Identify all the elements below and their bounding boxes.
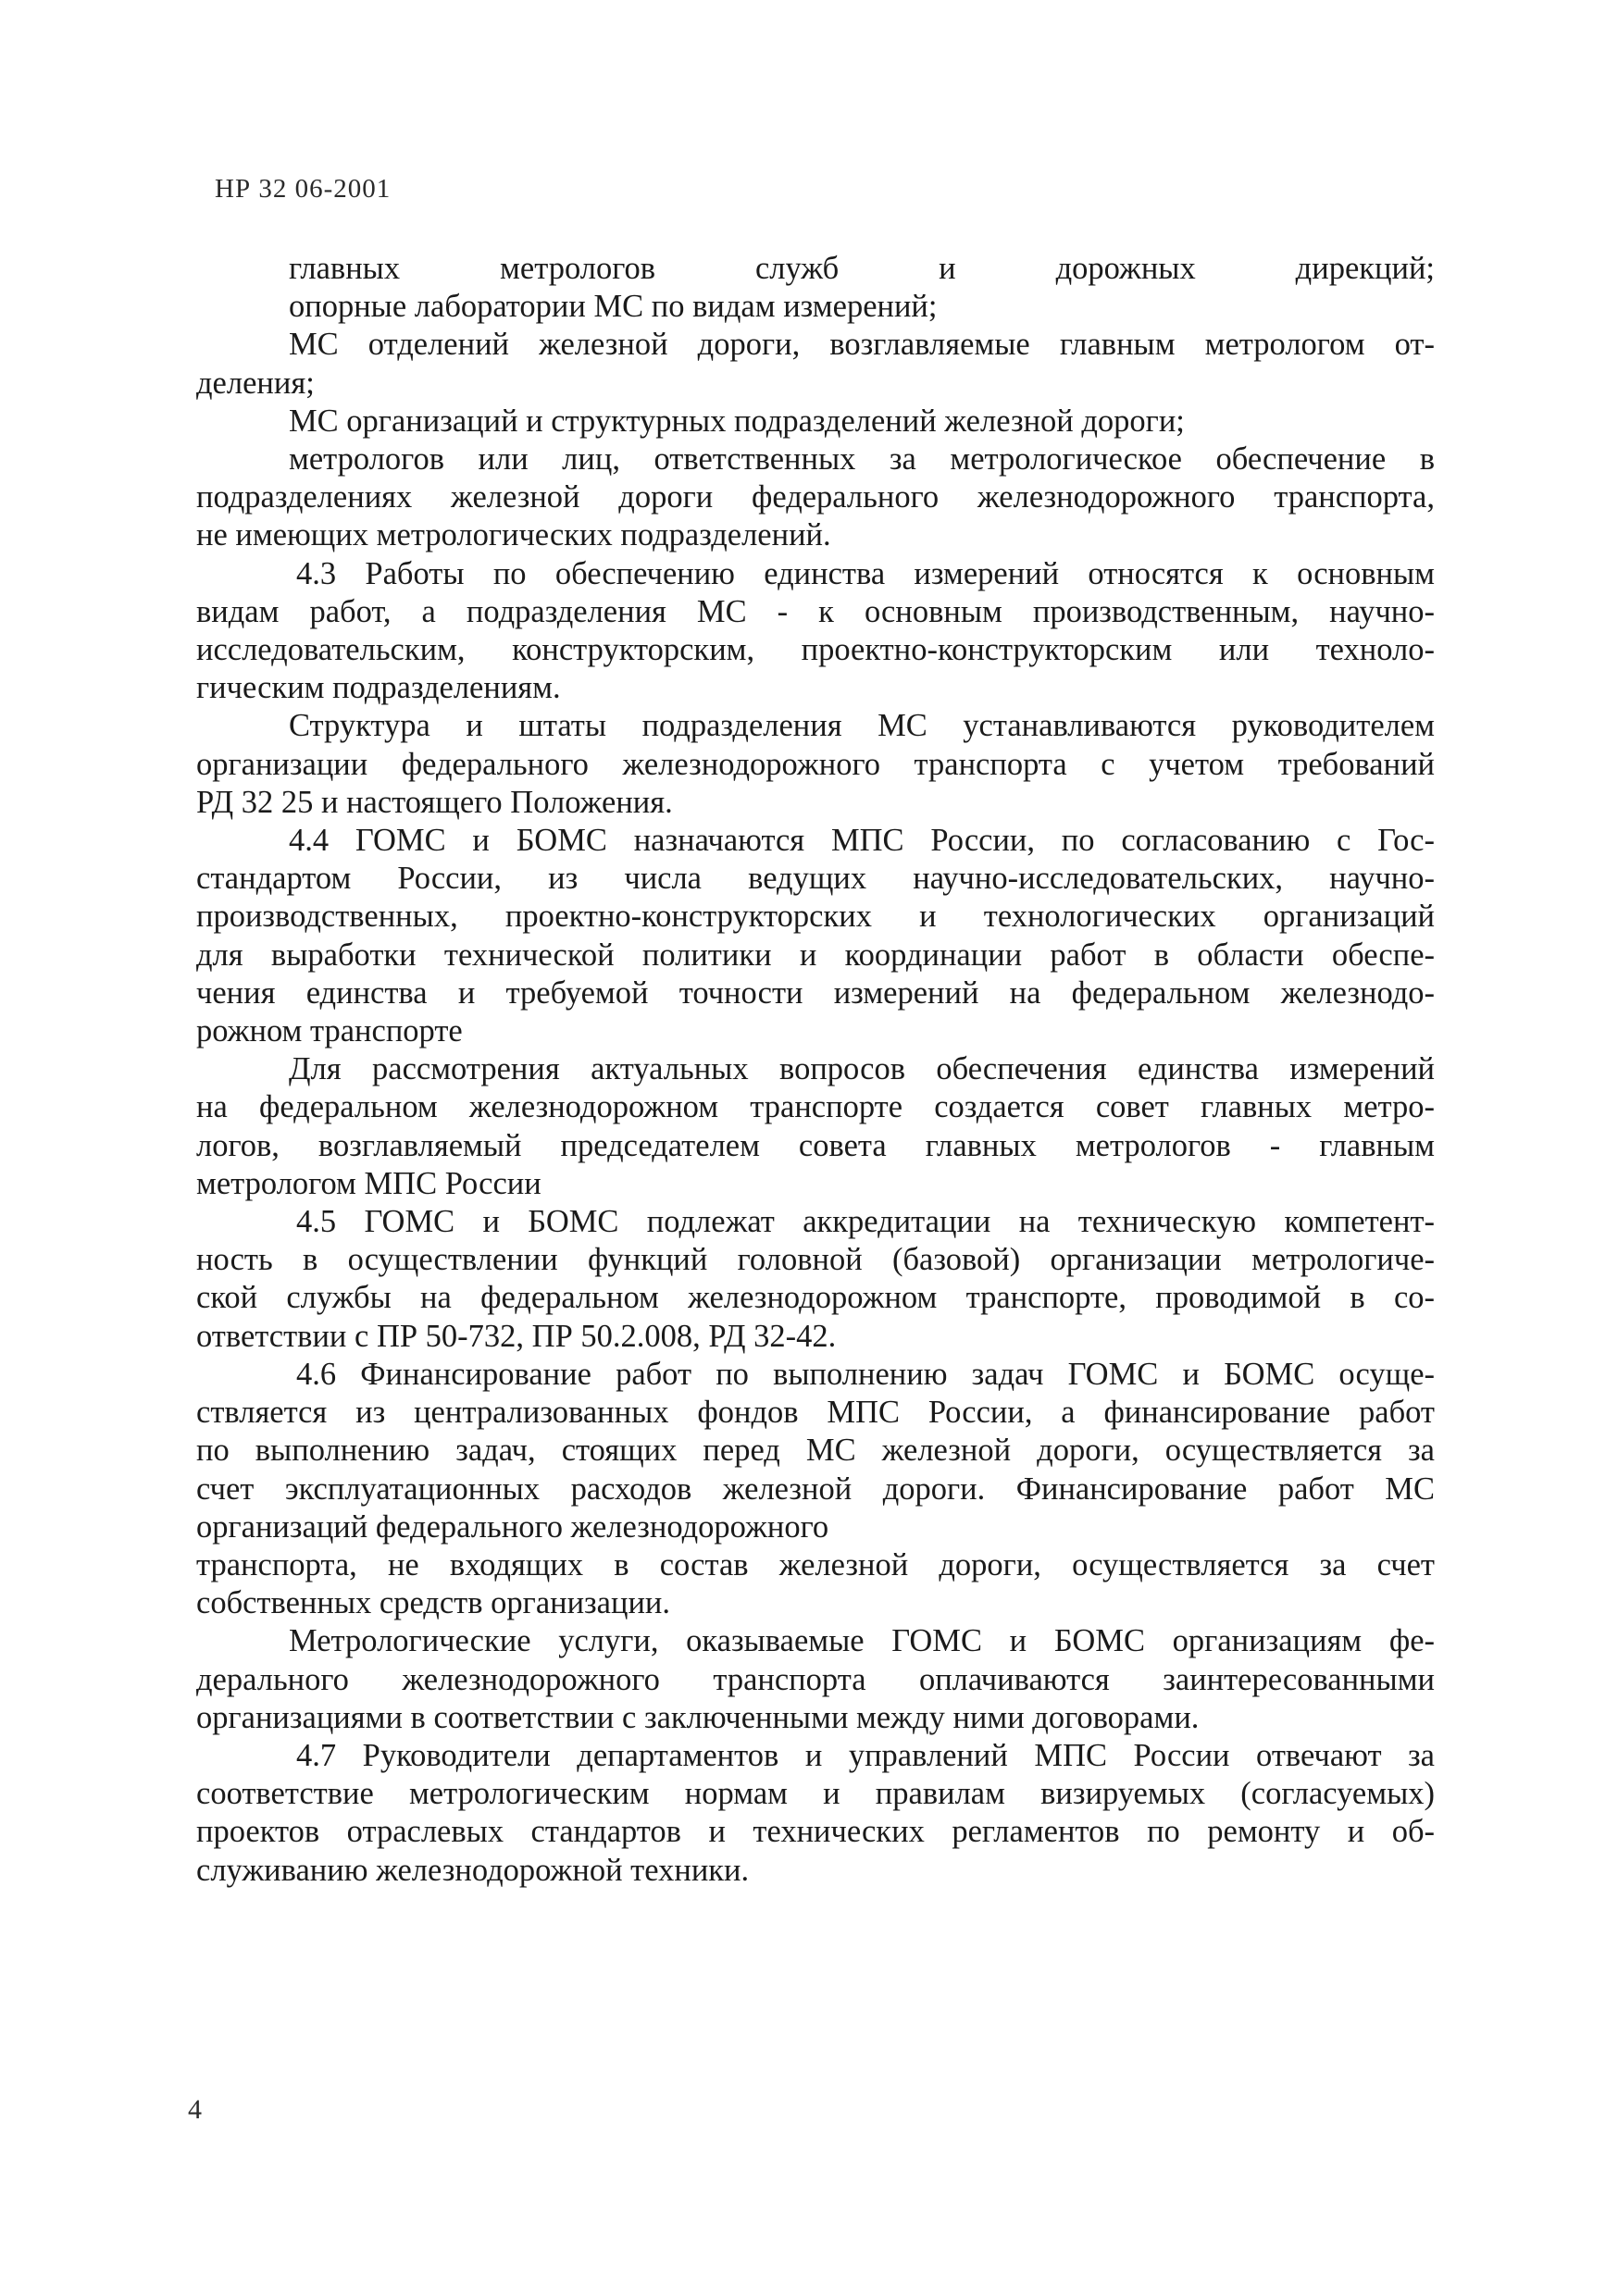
text-line: ской службы на федеральном железнодорожном транспорте, проводимой в со-	[196, 1280, 1435, 1316]
text-line: главных метрологов служб и дорожных дирекций;	[289, 251, 1435, 286]
text-line: метрологом МПС России	[196, 1165, 541, 1201]
text-line: опорные лаборатории МС по видам измерений;	[289, 289, 938, 325]
text-line: логов, возглавляемый председателем совета главных метрологов - главным	[196, 1127, 1435, 1163]
text-line: РД 32 25 и настоящего Положения.	[196, 784, 673, 820]
text-line: счет эксплуатационных расходов железной дороги. Финансирование работ МС	[196, 1471, 1435, 1507]
text-line: стандартом России, из числа ведущих научно-исследовательских, научно-	[196, 861, 1435, 897]
text-line: 4.3 Работы по обеспечению единства измерений относятся к основным	[296, 555, 1435, 591]
text-line: организации федерального железнодорожного транспорта с учетом требований	[196, 746, 1435, 782]
text-line: служиванию железнодорожной техники.	[196, 1852, 750, 1888]
text-line: ность в осуществлении функций головной (базовой) организации метрологиче-	[196, 1242, 1435, 1278]
text-line: 4.5 ГОМС и БОМС подлежат аккредитации на техническую компетент-	[296, 1204, 1435, 1240]
text-line: подразделениях железной дороги федерального железнодорожного транспорта,	[196, 479, 1435, 515]
text-line: проектов отраслевых стандартов и технических регламентов по ремонту и об-	[196, 1814, 1435, 1850]
text-line: МС отделений железной дороги, возглавляемые главным метрологом от-	[289, 327, 1435, 363]
text-line: производственных, проектно-конструкторских и технологических организаций	[196, 899, 1435, 935]
text-line: Для рассмотрения актуальных вопросов обеспечения единства измерений	[289, 1051, 1435, 1087]
text-line: гическим подразделениям.	[196, 670, 561, 706]
text-line: видам работ, а подразделения МС - к основным производственным, научно-	[196, 593, 1435, 629]
text-line: ответствии с ПР 50-732, ПР 50.2.008, РД 32-42.	[196, 1318, 837, 1354]
text-line: Метрологические услуги, оказываемые ГОМС и БОМС организациям фе-	[289, 1623, 1435, 1659]
text-line: не имеющих метрологических подразделений.	[196, 517, 831, 553]
page-number: 4	[188, 2094, 202, 2125]
text-line: соответствие метрологическим нормам и правилам визируемых (согласуемых)	[196, 1776, 1435, 1812]
text-line: по выполнению задач, стоящих перед МС железной дороги, осуществляется за	[196, 1433, 1435, 1469]
document-code-header: НР 32 06-2001	[215, 174, 392, 204]
text-line: транспорта, не входящих в состав железной дороги, осуществляется за счет	[196, 1546, 1435, 1582]
text-line: ствляется из централизованных фондов МПС России, а финансирование работ	[196, 1395, 1435, 1431]
text-line: метрологов или лиц, ответственных за метрологическое обеспечение в	[289, 441, 1435, 478]
text-line: Структура и штаты подразделения МС устанавливаются руководителем	[289, 708, 1435, 744]
body-text	[196, 250, 1435, 1890]
text-line: МС организаций и структурных подразделений железной дороги;	[289, 403, 1185, 439]
text-line: исследовательским, конструкторским, проектно-конструкторским или техноло-	[196, 632, 1435, 668]
text-line: 4.7 Руководители департаментов и управлений МПС России отвечают за	[296, 1737, 1435, 1773]
text-line: рожном транспорте	[196, 1013, 463, 1049]
text-line: собственных средств организации.	[196, 1585, 671, 1621]
text-line: дерального железнодорожного транспорта оплачиваются заинтересованными	[196, 1661, 1435, 1697]
text-line: деления;	[196, 365, 315, 401]
text-line: организаций федерального железнодорожного	[196, 1508, 829, 1545]
text-line: для выработки технической политики и координации работ в области обеспе-	[196, 937, 1435, 973]
text-line: на федеральном железнодорожном транспорте создается совет главных метро-	[196, 1089, 1435, 1125]
text-line: чения единства и требуемой точности измерений на федеральном железнодо-	[196, 974, 1435, 1011]
text-line: 4.4 ГОМС и БОМС назначаются МПС России, по согласованию с Гос-	[289, 823, 1435, 859]
text-line: 4.6 Финансирование работ по выполнению задач ГОМС и БОМС осуще-	[296, 1356, 1435, 1392]
text-line: организациями в соответствии с заключенными между ними договорами.	[196, 1699, 1200, 1735]
